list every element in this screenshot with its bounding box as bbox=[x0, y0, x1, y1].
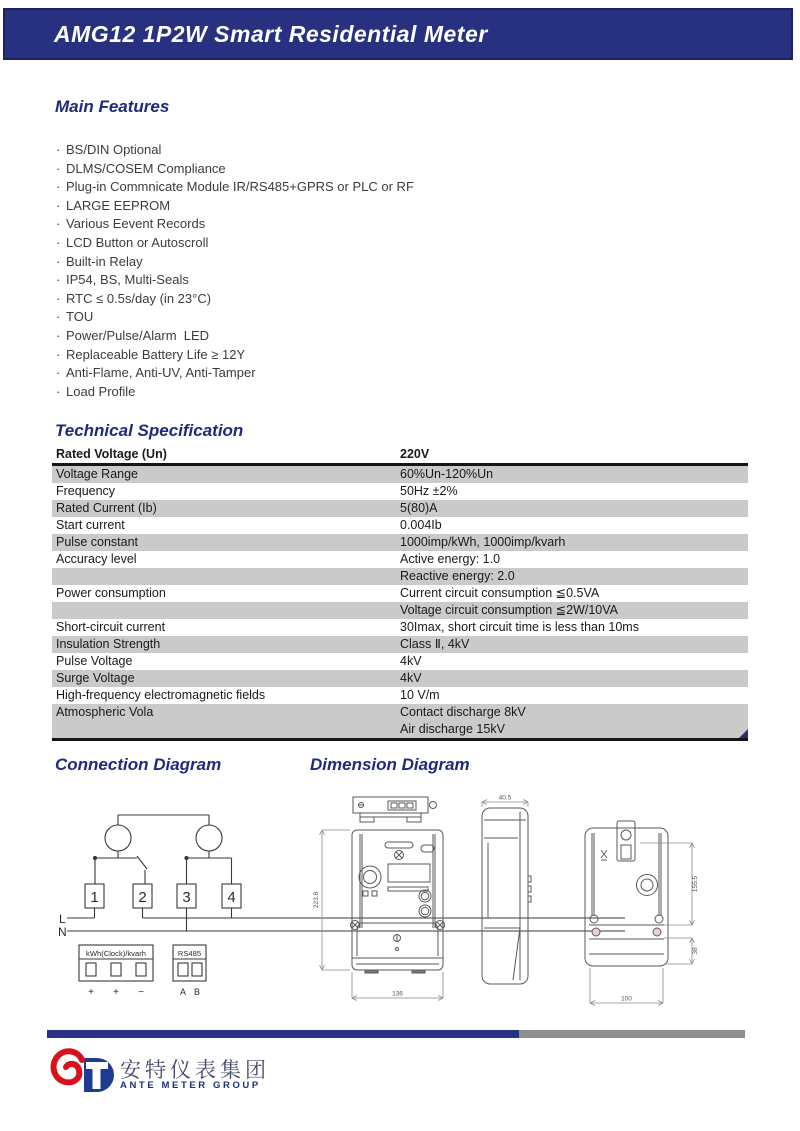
feature-item: · Load Profile bbox=[55, 383, 414, 402]
spec-table-bottom-rule bbox=[52, 738, 748, 741]
footer-bar-gray-segment bbox=[519, 1030, 745, 1038]
header-bar bbox=[3, 8, 793, 60]
line-l-label: L bbox=[59, 912, 66, 926]
pulse-pin-minus: − bbox=[138, 987, 144, 998]
footer-bar-blue-segment bbox=[47, 1030, 519, 1038]
pulse-block-label: kWh(Clock)/kvarh bbox=[86, 949, 146, 958]
spec-row-label: High-frequency electromagnetic fields bbox=[56, 688, 266, 702]
spec-row bbox=[52, 585, 748, 602]
feature-item: · RTC ≤ 0.5s/day (in 23°C) bbox=[55, 290, 414, 309]
line-n-label: N bbox=[58, 925, 67, 939]
dim-width-label: 136 bbox=[392, 990, 403, 998]
dimension-diagram-heading: Dimension Diagram bbox=[310, 755, 470, 774]
pulse-pin-plus1: + bbox=[88, 987, 94, 998]
spec-row-value: Reactive energy: 2.0 bbox=[400, 569, 515, 583]
spec-row-label: Rated Current (Ib) bbox=[56, 501, 157, 515]
dim-depth-label: 40.5 bbox=[498, 794, 512, 802]
rs485-block-label: RS485 bbox=[177, 949, 202, 958]
spec-row-value: Contact discharge 8kV Air discharge 15kV bbox=[400, 705, 526, 736]
spec-row-value: 4kV bbox=[400, 654, 422, 668]
spec-row-label: Voltage Range bbox=[56, 467, 139, 481]
spec-row bbox=[52, 636, 748, 653]
spec-row bbox=[52, 483, 748, 500]
spec-row-label: Surge Voltage bbox=[56, 671, 135, 685]
spec-header-label: Rated Voltage (Un) bbox=[56, 447, 167, 461]
spec-row bbox=[52, 568, 748, 585]
spec-row-label: Pulse constant bbox=[56, 535, 138, 549]
spec-row bbox=[52, 653, 748, 670]
meter-side-view bbox=[482, 808, 531, 984]
terminal-4-label: 4 bbox=[227, 889, 236, 906]
dim-rear-width-label: 100 bbox=[621, 995, 632, 1003]
dimension-diagram bbox=[300, 788, 700, 1018]
feature-item: · DLMS/COSEM Compliance bbox=[55, 160, 414, 179]
rs485-pin-b: B bbox=[193, 987, 201, 997]
spec-row-value: Active energy: 1.0 bbox=[400, 552, 501, 566]
spec-row-value: Current circuit consumption ≦0.5VA bbox=[400, 586, 600, 600]
spec-row bbox=[52, 551, 748, 568]
feature-item: · IP54, BS, Multi-Seals bbox=[55, 271, 414, 290]
spec-row bbox=[52, 670, 748, 687]
dim-cover-height-label: 38 bbox=[692, 947, 699, 955]
features-list bbox=[55, 141, 414, 401]
feature-item: · Replaceable Battery Life ≥ 12Y bbox=[55, 346, 414, 365]
spec-row-label bbox=[52, 568, 400, 585]
spec-row bbox=[52, 704, 748, 738]
feature-item: · Anti-Flame, Anti-UV, Anti-Tamper bbox=[55, 364, 414, 383]
spec-table-header-row bbox=[52, 446, 748, 466]
spec-row-label: Power consumption bbox=[56, 586, 166, 600]
footer-divider-bar bbox=[47, 1030, 745, 1038]
spec-table-body bbox=[52, 466, 748, 738]
spec-row-label bbox=[52, 602, 400, 619]
feature-item: · LARGE EEPROM bbox=[55, 197, 414, 216]
spec-row-value: 50Hz ±2% bbox=[400, 484, 458, 498]
spec-row-value: Voltage circuit consumption ≦2W/10VA bbox=[400, 603, 618, 617]
feature-item: · Power/Pulse/Alarm LED bbox=[55, 327, 414, 346]
spec-row-value: 0.004Ib bbox=[400, 518, 442, 532]
feature-item: · Built-in Relay bbox=[55, 253, 414, 272]
spec-row bbox=[52, 466, 748, 483]
corner-triangle-icon bbox=[739, 729, 748, 738]
spec-row bbox=[52, 500, 748, 517]
dim-rear-height-label: 155.5 bbox=[692, 875, 699, 893]
feature-item: · LCD Button or Autoscroll bbox=[55, 234, 414, 253]
company-name-chinese: 安特仪表集团 bbox=[120, 1059, 270, 1082]
pulse-pin-plus2: + bbox=[113, 987, 119, 998]
spec-row bbox=[52, 619, 748, 636]
dim-height-label: 223.8 bbox=[313, 891, 320, 909]
meter-front-view bbox=[351, 830, 445, 973]
spec-row bbox=[52, 687, 748, 704]
spec-row-label: Frequency bbox=[56, 484, 116, 498]
feature-item: · Various Eevent Records bbox=[55, 215, 414, 234]
spec-row bbox=[52, 534, 748, 551]
meter-top-view bbox=[353, 797, 437, 822]
feature-item: · Plug-in Commnicate Module IR/RS485+GPRS or PLC or RF bbox=[55, 178, 414, 197]
spec-row-value: 30Imax, short circuit time is less than 10ms bbox=[400, 620, 639, 634]
terminal-3-label: 3 bbox=[182, 889, 191, 906]
spec-header-value: 220V bbox=[400, 447, 430, 461]
rs485-pin-a: A bbox=[179, 987, 187, 997]
spec-table bbox=[52, 446, 748, 741]
company-logo-icon bbox=[48, 1046, 118, 1096]
spec-row-value: 5(80)A bbox=[400, 501, 438, 515]
spec-row-label: Accuracy level bbox=[56, 552, 137, 566]
spec-row-label: Atmospheric Vola bbox=[56, 705, 154, 719]
company-name-english: ANTE METER GROUP bbox=[120, 1080, 261, 1091]
spec-row-value: 60%Un-120%Un bbox=[400, 467, 494, 481]
terminal-1-label: 1 bbox=[90, 889, 99, 906]
spec-row-label: Short-circuit current bbox=[56, 620, 166, 634]
spec-row-label: Start current bbox=[56, 518, 125, 532]
spec-row-value: Class Ⅱ, 4kV bbox=[400, 637, 470, 651]
spec-row bbox=[52, 602, 748, 619]
spec-row-value: 1000imp/kWh, 1000imp/kvarh bbox=[400, 535, 566, 549]
feature-item: · TOU bbox=[55, 308, 414, 327]
spec-row bbox=[52, 517, 748, 534]
page-title: AMG12 1P2W Smart Residential Meter bbox=[54, 21, 488, 47]
terminal-2-label: 2 bbox=[138, 889, 147, 906]
feature-item: · BS/DIN Optional bbox=[55, 141, 414, 160]
spec-row-label: Pulse Voltage bbox=[56, 654, 133, 668]
spec-row-value: 4kV bbox=[400, 671, 422, 685]
spec-row-label: Insulation Strength bbox=[56, 637, 161, 651]
spec-row-value: 10 V/m bbox=[400, 688, 440, 702]
connection-diagram-heading: Connection Diagram bbox=[55, 755, 222, 774]
main-features-heading: Main Features bbox=[55, 97, 170, 116]
technical-specification-heading: Technical Specification bbox=[55, 421, 244, 440]
